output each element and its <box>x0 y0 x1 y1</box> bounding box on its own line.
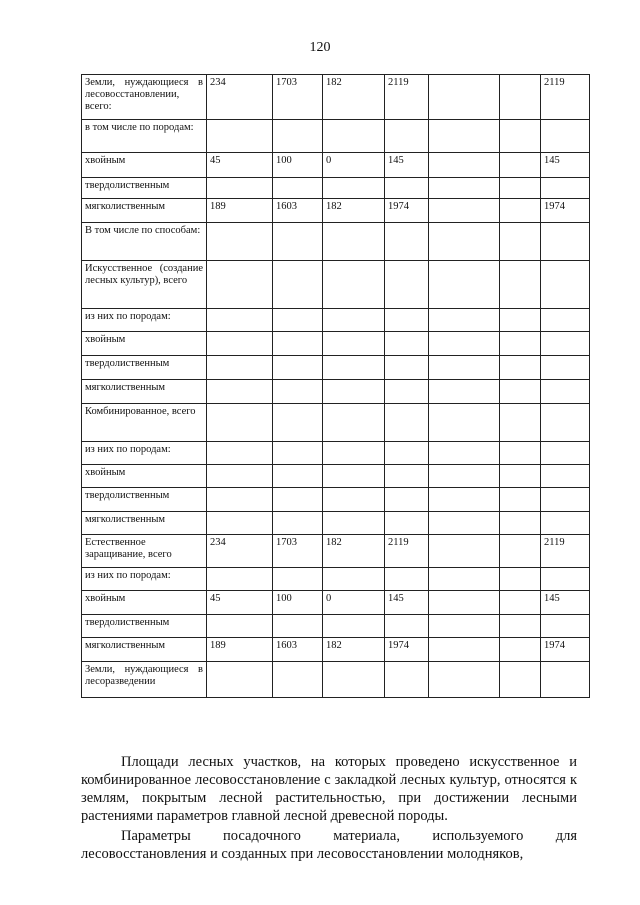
table-cell <box>323 442 385 465</box>
row-label: мягколиственным <box>82 380 207 404</box>
row-label: Земли, нуждающиеся в лесовосстановлении, всего: <box>82 75 207 120</box>
row-label: хвойным <box>82 332 207 356</box>
row-label: из них по породам: <box>82 568 207 591</box>
table-cell <box>323 223 385 261</box>
table-cell <box>541 380 590 404</box>
row-label: мягколиственным <box>82 638 207 662</box>
row-label: Искусственное (создание лесных культур), всего <box>82 261 207 309</box>
table-row <box>82 380 590 404</box>
table-cell <box>207 568 273 591</box>
table-cell <box>207 404 273 442</box>
table-row <box>82 356 590 380</box>
table-cell: 0 <box>323 153 385 178</box>
table-cell <box>207 615 273 638</box>
table-cell <box>273 356 323 380</box>
table-row <box>82 404 590 442</box>
table-cell <box>385 356 429 380</box>
table-row <box>82 75 590 120</box>
table-cell <box>429 615 500 638</box>
table-cell <box>500 512 541 535</box>
table-cell: 0 <box>323 591 385 615</box>
table-row <box>82 638 590 662</box>
table-cell <box>541 465 590 488</box>
table-cell <box>385 512 429 535</box>
table-cell <box>273 404 323 442</box>
table-cell <box>323 512 385 535</box>
row-label: из них по породам: <box>82 309 207 332</box>
table-cell <box>207 120 273 153</box>
table-cell <box>541 404 590 442</box>
table-cell <box>429 120 500 153</box>
table-row <box>82 223 590 261</box>
table-cell <box>323 615 385 638</box>
table-cell <box>323 404 385 442</box>
table-cell <box>541 332 590 356</box>
table-cell <box>323 380 385 404</box>
table-cell <box>500 535 541 568</box>
table-cell <box>273 442 323 465</box>
table-cell <box>385 488 429 512</box>
row-label: Земли, нуждающиеся в лесоразведении <box>82 662 207 698</box>
table-cell <box>273 309 323 332</box>
table-cell <box>541 662 590 698</box>
table-cell <box>429 638 500 662</box>
table-cell <box>323 662 385 698</box>
table-cell: 1703 <box>273 535 323 568</box>
table-cell <box>500 223 541 261</box>
table-cell: 2119 <box>385 75 429 120</box>
table-cell <box>541 223 590 261</box>
table-row <box>82 120 590 153</box>
table-cell <box>273 178 323 199</box>
table-row <box>82 153 590 178</box>
table-cell <box>207 380 273 404</box>
table-cell: 182 <box>323 199 385 223</box>
table-cell <box>429 488 500 512</box>
row-label: твердолиственным <box>82 178 207 199</box>
table-cell: 234 <box>207 535 273 568</box>
table-cell <box>500 404 541 442</box>
table-cell <box>429 223 500 261</box>
table-row <box>82 662 590 698</box>
table-cell <box>541 615 590 638</box>
table-cell <box>429 591 500 615</box>
table-cell: 45 <box>207 591 273 615</box>
table-cell: 1974 <box>541 638 590 662</box>
table-cell <box>429 199 500 223</box>
table-cell <box>500 332 541 356</box>
table-cell: 100 <box>273 591 323 615</box>
table-cell <box>429 535 500 568</box>
table-cell <box>207 178 273 199</box>
table-cell: 100 <box>273 153 323 178</box>
table-cell <box>500 261 541 309</box>
table-cell <box>500 662 541 698</box>
table-cell <box>541 356 590 380</box>
table-cell <box>500 591 541 615</box>
table-cell: 182 <box>323 75 385 120</box>
table-cell <box>385 442 429 465</box>
table-row <box>82 591 590 615</box>
table-cell: 2119 <box>385 535 429 568</box>
table-cell <box>385 380 429 404</box>
table-cell <box>207 261 273 309</box>
table-cell <box>429 465 500 488</box>
table-cell <box>273 120 323 153</box>
table-cell: 1603 <box>273 199 323 223</box>
table-cell <box>385 404 429 442</box>
table-cell <box>429 512 500 535</box>
table-cell <box>500 153 541 178</box>
table-cell <box>273 465 323 488</box>
table-cell <box>500 309 541 332</box>
table-cell <box>273 223 323 261</box>
table-cell <box>541 488 590 512</box>
table-cell <box>207 309 273 332</box>
row-label: В том числе по способам: <box>82 223 207 261</box>
table-cell <box>385 120 429 153</box>
table-cell: 1603 <box>273 638 323 662</box>
table-cell <box>323 568 385 591</box>
table-cell <box>273 488 323 512</box>
table-cell <box>385 332 429 356</box>
table-row <box>82 465 590 488</box>
table-cell <box>541 120 590 153</box>
table-cell <box>323 120 385 153</box>
table-cell <box>207 223 273 261</box>
table-cell <box>207 512 273 535</box>
table-cell <box>207 662 273 698</box>
table-cell <box>429 153 500 178</box>
table-cell <box>429 568 500 591</box>
table-cell <box>273 332 323 356</box>
table-cell <box>429 75 500 120</box>
table-cell <box>429 178 500 199</box>
paragraph-planting-material: Параметры посадочного материала, используемого для лесовосстановления и созданных при лесовосстановлении молодняков, <box>81 827 577 862</box>
table-row <box>82 442 590 465</box>
table-cell <box>429 404 500 442</box>
table-cell <box>541 178 590 199</box>
table-cell: 145 <box>541 591 590 615</box>
table-cell: 182 <box>323 638 385 662</box>
row-label: хвойным <box>82 591 207 615</box>
table-cell <box>385 662 429 698</box>
table-cell <box>385 261 429 309</box>
row-label: Естественное заращивание, всего <box>82 535 207 568</box>
table-cell <box>323 178 385 199</box>
table-row <box>82 332 590 356</box>
table-row <box>82 261 590 309</box>
table-cell <box>273 512 323 535</box>
table-cell <box>207 442 273 465</box>
table-cell <box>323 332 385 356</box>
table-cell <box>500 120 541 153</box>
table-cell: 145 <box>541 153 590 178</box>
table-cell <box>273 615 323 638</box>
table-cell <box>323 465 385 488</box>
table-cell <box>541 442 590 465</box>
row-label: в том числе по породам: <box>82 120 207 153</box>
table-cell <box>541 309 590 332</box>
table-row <box>82 535 590 568</box>
table-cell <box>323 356 385 380</box>
table-cell <box>429 356 500 380</box>
table-row <box>82 199 590 223</box>
table-cell <box>273 662 323 698</box>
table-cell: 2119 <box>541 535 590 568</box>
row-label: твердолиственным <box>82 356 207 380</box>
row-label: Комбинированное, всего <box>82 404 207 442</box>
table-cell <box>500 380 541 404</box>
table-cell: 145 <box>385 153 429 178</box>
table-cell: 1703 <box>273 75 323 120</box>
table-cell <box>429 442 500 465</box>
row-label: мягколиственным <box>82 512 207 535</box>
row-label: хвойным <box>82 153 207 178</box>
table-cell <box>323 309 385 332</box>
table-cell <box>429 261 500 309</box>
table-cell <box>323 261 385 309</box>
table-body <box>82 75 590 698</box>
table-cell <box>500 488 541 512</box>
table-cell <box>500 638 541 662</box>
row-label: хвойным <box>82 465 207 488</box>
table-cell <box>500 568 541 591</box>
row-label: твердолиственным <box>82 615 207 638</box>
page-number: 120 <box>309 40 331 55</box>
table-cell: 234 <box>207 75 273 120</box>
table-cell <box>500 356 541 380</box>
table-cell <box>323 488 385 512</box>
table-cell <box>273 261 323 309</box>
table-cell <box>207 332 273 356</box>
table-cell <box>500 465 541 488</box>
table-cell <box>500 178 541 199</box>
table-cell <box>273 380 323 404</box>
table-cell: 2119 <box>541 75 590 120</box>
table-cell <box>429 662 500 698</box>
table-cell: 1974 <box>385 638 429 662</box>
table-cell <box>385 223 429 261</box>
table-cell <box>273 568 323 591</box>
table-cell: 189 <box>207 199 273 223</box>
table-cell <box>385 309 429 332</box>
row-label: твердолиственным <box>82 488 207 512</box>
table-cell <box>541 568 590 591</box>
table-cell <box>429 332 500 356</box>
table-cell <box>385 568 429 591</box>
table-cell: 189 <box>207 638 273 662</box>
table-row <box>82 309 590 332</box>
table-cell <box>429 309 500 332</box>
table-row <box>82 568 590 591</box>
table-cell <box>385 465 429 488</box>
row-label: мягколиственным <box>82 199 207 223</box>
table-cell <box>207 465 273 488</box>
table-cell <box>500 442 541 465</box>
table-cell: 1974 <box>385 199 429 223</box>
table-cell <box>429 380 500 404</box>
table-cell <box>500 615 541 638</box>
table-cell: 1974 <box>541 199 590 223</box>
table-cell <box>207 488 273 512</box>
table-cell <box>385 178 429 199</box>
table-cell <box>385 615 429 638</box>
table-cell <box>500 75 541 120</box>
table-cell <box>541 261 590 309</box>
table-cell: 145 <box>385 591 429 615</box>
paragraph-forest-areas: Площади лесных участков, на которых проведено искусственное и комбинированное лесовосстановление с закладкой лесных культур, относятся к землям, покрытым лесной растительностью, при достижении лесными растениями параметров главной лесной древесной породы. <box>81 753 577 824</box>
row-label: из них по породам: <box>82 442 207 465</box>
table-row <box>82 615 590 638</box>
table-row <box>82 512 590 535</box>
table-cell <box>207 356 273 380</box>
table-row <box>82 488 590 512</box>
table-cell: 45 <box>207 153 273 178</box>
forest-restoration-table <box>81 74 590 698</box>
table-cell <box>500 199 541 223</box>
table-cell <box>541 512 590 535</box>
table-cell: 182 <box>323 535 385 568</box>
table-row <box>82 178 590 199</box>
